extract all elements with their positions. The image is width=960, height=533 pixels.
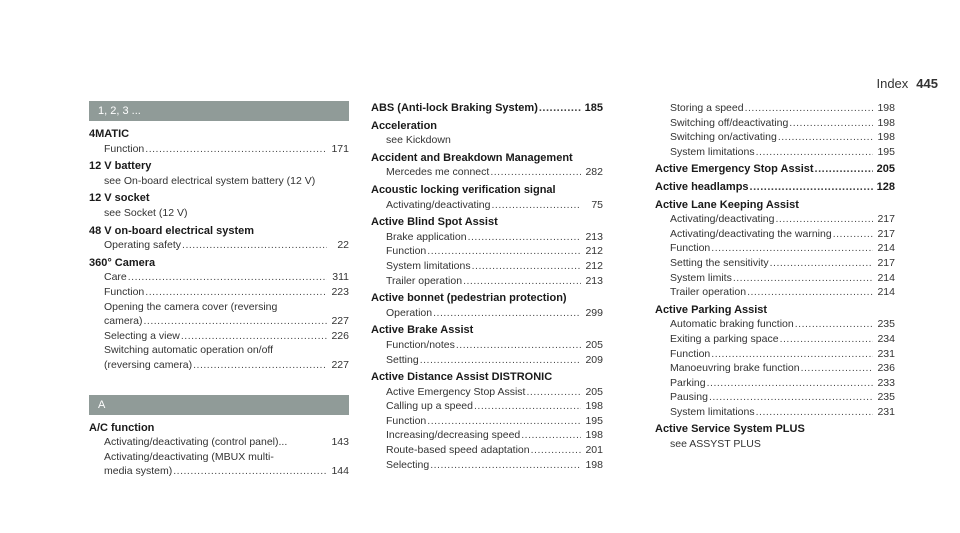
- index-entry: [655, 180, 895, 195]
- subentry-text: Switching automatic operation on/off: [104, 344, 274, 357]
- subentry-text: Function: [670, 242, 711, 255]
- subentry-text: Route-based speed adaptation: [386, 444, 530, 457]
- dot-leader: [756, 145, 873, 160]
- index-entry: [371, 101, 603, 116]
- dot-leader: [182, 238, 327, 253]
- dot-leader: [775, 212, 873, 227]
- subentry: [89, 464, 349, 479]
- section-heading: 1, 2, 3 ...: [89, 101, 349, 121]
- dot-leader: [709, 390, 873, 405]
- dot-leader: [780, 332, 873, 347]
- subentry-text: Activating/deactivating (MBUX multi-: [104, 450, 274, 463]
- index-entry: [655, 101, 895, 159]
- entry-title: Active Blind Spot Assist: [371, 216, 498, 229]
- entry-title-row: [371, 101, 603, 116]
- dot-leader: [427, 244, 581, 259]
- subentry: [89, 329, 349, 344]
- subentry: [89, 435, 349, 450]
- dot-leader: [801, 361, 873, 376]
- entry-title: 12 V battery: [89, 160, 152, 173]
- dot-leader: [193, 358, 327, 373]
- subentry: [371, 399, 603, 414]
- page-reference: 213: [585, 230, 603, 243]
- index-entry: [371, 119, 603, 148]
- dot-leader: [128, 270, 327, 285]
- subentry: [371, 165, 603, 180]
- entry-title-row: [655, 162, 895, 177]
- dot-leader: [815, 162, 873, 177]
- dot-leader: [711, 347, 873, 362]
- dot-leader: [521, 428, 581, 443]
- page-reference: 233: [877, 376, 895, 389]
- entry-title: ABS (Anti-lock Braking System): [371, 102, 538, 114]
- dot-leader: [745, 101, 873, 116]
- subentry-text: System limitations: [670, 405, 755, 418]
- page-reference: 198: [585, 429, 603, 442]
- subentry: [655, 390, 895, 405]
- dot-leader: [463, 274, 581, 289]
- subentry-text: Brake application: [386, 230, 467, 243]
- subentry: [655, 116, 895, 131]
- entry-title: Acceleration: [371, 119, 438, 132]
- subentry-text: Operating safety: [104, 239, 182, 252]
- subentry: [371, 414, 603, 429]
- subentry-text: Function: [670, 347, 711, 360]
- page-reference: 128: [876, 180, 895, 193]
- index-column-2: [371, 101, 603, 475]
- page-reference: 195: [585, 414, 603, 427]
- subentry: [655, 227, 895, 242]
- dot-leader: [472, 259, 581, 274]
- subentry: [655, 376, 895, 391]
- subentry-text: Function: [386, 414, 427, 427]
- index-column-1: [89, 101, 349, 482]
- index-entry: [89, 256, 349, 373]
- subentry: [655, 241, 895, 256]
- subentry: [371, 230, 603, 245]
- page-reference: 227: [331, 358, 349, 371]
- index-entry: [655, 198, 895, 300]
- page-reference: 22: [337, 239, 349, 252]
- dot-leader: [711, 241, 873, 256]
- subentry: [371, 306, 603, 321]
- header-label: Index: [876, 76, 909, 91]
- index-entry: [371, 183, 603, 212]
- subentry-text: see On-board electrical system battery (12 V): [104, 174, 316, 187]
- index-entry: [89, 421, 349, 479]
- dot-leader: [468, 230, 581, 245]
- subentry: [655, 317, 895, 332]
- subentry: [371, 428, 603, 443]
- subentry-text: Function: [104, 285, 145, 298]
- entry-title: 360° Camera: [89, 256, 156, 269]
- page-reference: 214: [877, 286, 895, 299]
- subentry-text: Increasing/decreasing speed: [386, 429, 521, 442]
- dot-leader: [474, 399, 581, 414]
- subentry-text: Activating/deactivating: [670, 213, 775, 226]
- subentry: [655, 332, 895, 347]
- dot-leader: [733, 271, 873, 286]
- subentry-text: Opening the camera cover (reversing: [104, 300, 278, 313]
- index-entry: [371, 370, 603, 472]
- subentry-text: Activating/deactivating (control panel)...: [104, 436, 288, 449]
- dot-leader: [789, 116, 873, 131]
- entry-title: Active Service System PLUS: [655, 423, 805, 436]
- page-reference: 217: [877, 256, 895, 269]
- subentry-text: Setting the sensitivity: [670, 256, 769, 269]
- subentry: [371, 338, 603, 353]
- index-column-3: [655, 101, 895, 455]
- dot-leader: [531, 443, 581, 458]
- page-reference: 198: [877, 116, 895, 129]
- entry-title: Active headlamps: [655, 180, 749, 193]
- subentry-text: Pausing: [670, 391, 708, 404]
- index-entry: [655, 303, 895, 420]
- index-entry: [371, 291, 603, 320]
- dot-leader: [420, 353, 581, 368]
- page-reference: 198: [877, 102, 895, 114]
- page-reference: 217: [877, 227, 895, 240]
- subentry: [655, 101, 895, 116]
- page-reference: 205: [876, 163, 895, 176]
- dot-leader: [145, 285, 327, 300]
- subentry: [371, 353, 603, 368]
- dot-leader: [427, 414, 581, 429]
- entry-title: 48 V on-board electrical system: [89, 224, 255, 237]
- page-reference: 236: [877, 362, 895, 375]
- subentry-text: Trailer operation: [386, 274, 463, 287]
- index-entry: [655, 162, 895, 177]
- subentry-text: Care: [104, 271, 127, 284]
- page-number: 445: [916, 76, 938, 91]
- subentry-text: System limits: [670, 271, 732, 284]
- subentry-text: see Kickdown: [386, 134, 451, 147]
- subentry-text: see ASSYST PLUS: [670, 438, 761, 451]
- entry-title: 4MATIC: [89, 128, 130, 140]
- subentry-text: Setting: [386, 353, 419, 366]
- subentry-text: Trailer operation: [670, 286, 747, 299]
- subentry-text: Switching off/deactivating: [670, 116, 789, 129]
- subentry-text: Selecting a view: [104, 329, 180, 342]
- entry-title: Active Lane Keeping Assist: [655, 198, 799, 211]
- subentry-text: Mercedes me connect: [386, 166, 490, 179]
- page-reference: 201: [585, 444, 603, 457]
- subentry-text: Switching on/activating: [670, 131, 777, 144]
- dot-leader: [490, 165, 581, 180]
- subentry-text: Selecting: [386, 458, 430, 471]
- subentry-text: Automatic braking function: [670, 318, 794, 331]
- page-reference: 235: [877, 391, 895, 404]
- subentry: [371, 244, 603, 259]
- page-reference: 231: [877, 405, 895, 418]
- section-heading: A: [89, 395, 349, 415]
- entry-title: A/C function: [89, 421, 155, 434]
- dot-leader: [756, 405, 873, 420]
- entry-title: Active Emergency Stop Assist: [655, 163, 814, 176]
- subentry: [655, 256, 895, 271]
- dot-leader: [770, 256, 873, 271]
- subentry: [655, 130, 895, 145]
- dot-leader: [707, 376, 873, 391]
- subentry-text: camera): [104, 315, 143, 328]
- subentry: [371, 274, 603, 289]
- page-reference: 213: [585, 274, 603, 287]
- subentry: [89, 358, 349, 373]
- page-reference: 212: [585, 259, 603, 272]
- subentry: [371, 259, 603, 274]
- page-reference: 234: [877, 332, 895, 345]
- index-entry: [371, 323, 603, 367]
- page-reference: 144: [331, 465, 349, 478]
- subentry: [655, 285, 895, 300]
- subentry: [655, 145, 895, 160]
- page-reference: 185: [584, 102, 603, 114]
- dot-leader: [795, 317, 873, 332]
- page-reference: 205: [585, 338, 603, 351]
- page-reference: 214: [877, 242, 895, 255]
- dot-leader: [433, 306, 581, 321]
- dot-leader: [539, 101, 581, 116]
- dot-leader: [181, 329, 327, 344]
- entry-title: Active Brake Assist: [371, 324, 474, 337]
- subentry: [89, 314, 349, 329]
- page-reference: 311: [332, 271, 349, 284]
- index-entry: [89, 191, 349, 220]
- subentry: [89, 285, 349, 300]
- subentry-text: Activating/deactivating: [386, 198, 491, 211]
- subentry-text: Active Emergency Stop Assist: [386, 385, 526, 398]
- entry-title: Active bonnet (pedestrian protection): [371, 292, 567, 305]
- page-reference: 217: [877, 213, 895, 226]
- subentry-text: System limitations: [386, 259, 471, 272]
- subentry: [655, 271, 895, 286]
- dot-leader: [430, 458, 581, 473]
- dot-leader: [145, 142, 327, 157]
- page-reference: 198: [585, 400, 603, 413]
- subentry: [89, 270, 349, 285]
- subentry: [655, 405, 895, 420]
- entry-title-row: [655, 180, 895, 195]
- index-entry: [371, 215, 603, 288]
- dot-leader: [526, 385, 581, 400]
- subentry-text: Function: [386, 245, 427, 258]
- page-reference: 198: [877, 131, 895, 144]
- page-reference: 143: [331, 436, 349, 449]
- dot-leader: [778, 130, 873, 145]
- dot-leader: [144, 314, 327, 329]
- page-reference: 227: [331, 315, 349, 328]
- subentry-text: Parking: [670, 376, 706, 389]
- subentry: [655, 361, 895, 376]
- page-reference: 171: [331, 142, 349, 155]
- page-reference: 226: [331, 329, 349, 342]
- page-reference: 205: [585, 385, 603, 398]
- entry-title: Active Parking Assist: [655, 303, 768, 316]
- index-entry: [655, 422, 895, 451]
- dot-leader: [750, 180, 873, 195]
- index-entry: [89, 224, 349, 253]
- page-reference: 195: [877, 145, 895, 158]
- subentry: [655, 347, 895, 362]
- subentry-text: Activating/deactivating the warning: [670, 227, 832, 240]
- page-reference: 198: [585, 458, 603, 471]
- subentry-text: System limitations: [670, 145, 755, 158]
- subentry: [89, 142, 349, 157]
- dot-leader: [173, 464, 327, 479]
- subentry-text: Function: [104, 142, 145, 155]
- page-reference: 282: [585, 166, 603, 179]
- subentry-text: Storing a speed: [670, 102, 744, 114]
- subentry-text: media system): [104, 465, 173, 478]
- dot-leader: [491, 198, 581, 213]
- subentry-text: (reversing camera): [104, 358, 193, 371]
- page-reference: 212: [585, 245, 603, 258]
- index-entry: [371, 151, 603, 180]
- page-reference: 299: [585, 306, 603, 319]
- page-reference: 235: [877, 318, 895, 331]
- subentry: [371, 385, 603, 400]
- dot-leader: [833, 227, 873, 242]
- index-entry: [89, 127, 349, 156]
- subentry-text: Calling up a speed: [386, 400, 473, 413]
- page-reference: 209: [585, 353, 603, 366]
- subentry: [655, 212, 895, 227]
- page-reference: 214: [877, 271, 895, 284]
- entry-title: Accident and Breakdown Management: [371, 151, 573, 164]
- index-entry: [89, 159, 349, 188]
- entry-title: Acoustic locking verification signal: [371, 183, 556, 196]
- page-header: [876, 76, 938, 91]
- entry-title: 12 V socket: [89, 192, 150, 205]
- page-reference: 75: [591, 198, 603, 211]
- subentry: [371, 198, 603, 213]
- dot-leader: [747, 285, 873, 300]
- page-reference: 223: [331, 285, 349, 298]
- subentry-text: see Socket (12 V): [104, 206, 188, 219]
- subentry: [371, 458, 603, 473]
- subentry-text: Function/notes: [386, 338, 455, 351]
- subentry: [89, 238, 349, 253]
- subentry-text: Operation: [386, 306, 433, 319]
- subentry-text: Manoeuvring brake function: [670, 362, 800, 375]
- subentry-text: Exiting a parking space: [670, 332, 779, 345]
- page-reference: 231: [877, 347, 895, 360]
- subentry: [371, 443, 603, 458]
- entry-title: Active Distance Assist DISTRONIC: [371, 371, 553, 384]
- dot-leader: [456, 338, 581, 353]
